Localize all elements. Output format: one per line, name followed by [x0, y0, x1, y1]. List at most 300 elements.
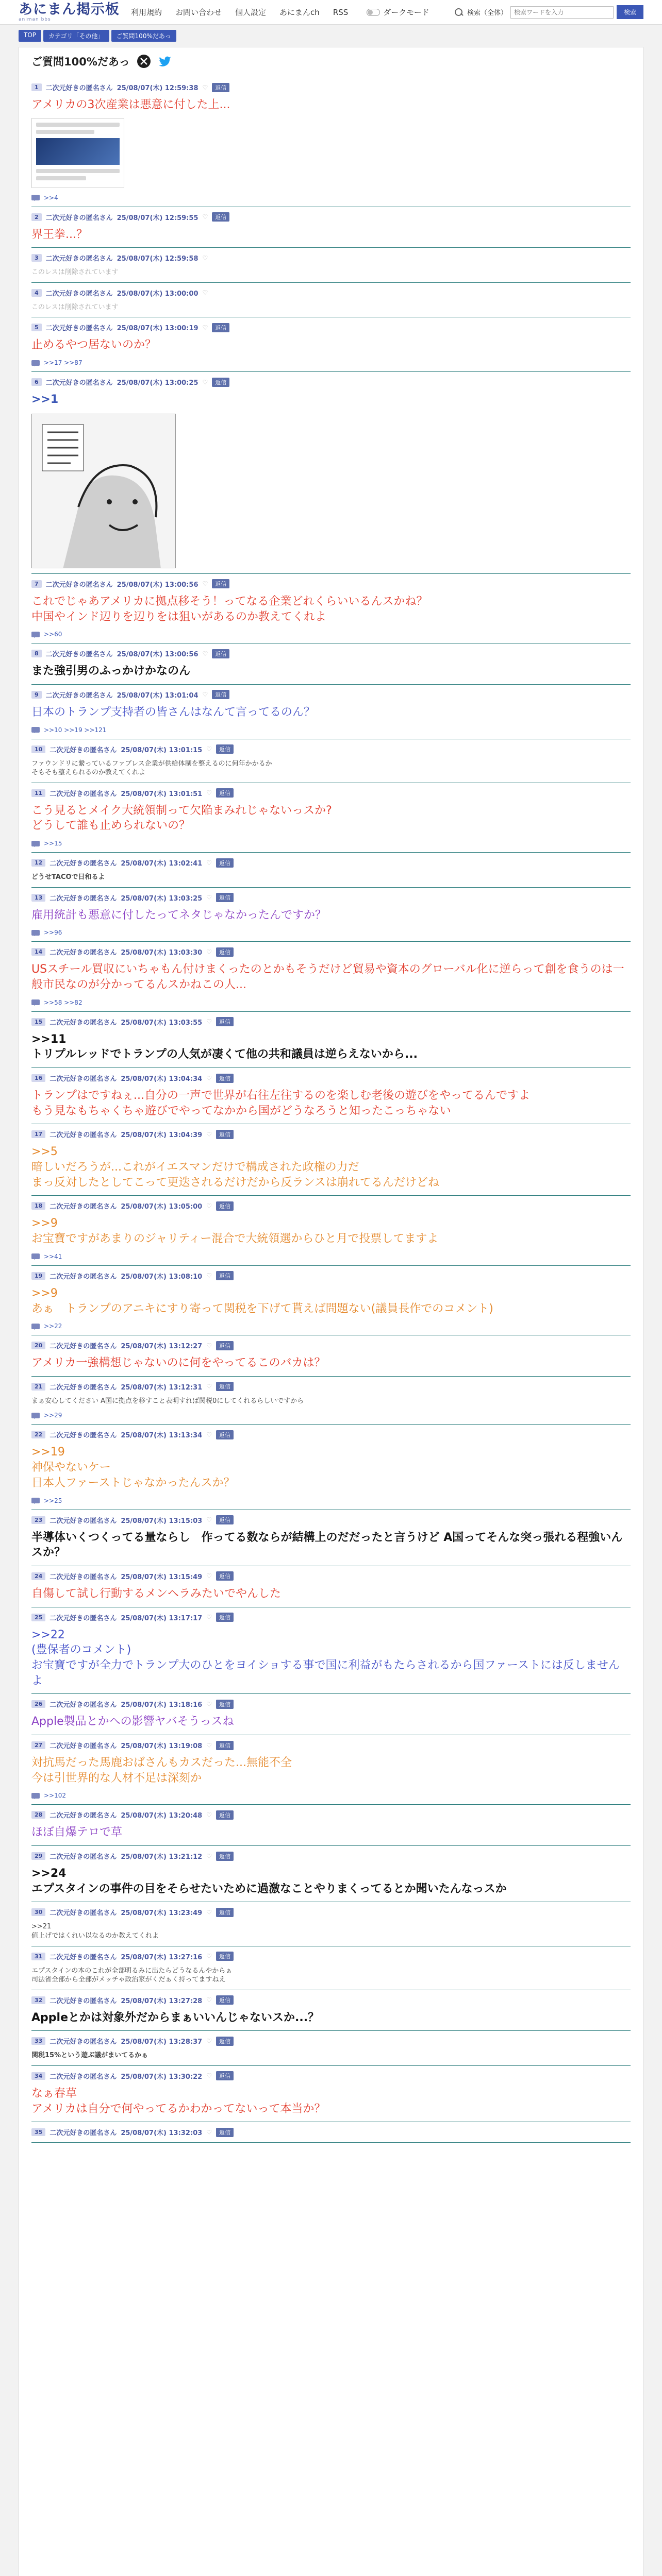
- reply-links[interactable]: >>60: [44, 631, 62, 638]
- nav-settings[interactable]: 個人設定: [235, 8, 267, 17]
- reply-button[interactable]: 返信: [216, 2037, 234, 2046]
- thread-title-row: [31, 54, 631, 69]
- speech-bubble-icon: [31, 1793, 40, 1799]
- post-number[interactable]: 10: [31, 745, 45, 753]
- nav-terms[interactable]: 利用規約: [131, 8, 162, 17]
- post-date: 25/08/07(木) 13:00:00: [117, 290, 198, 298]
- reply-button[interactable]: 返信: [216, 1741, 234, 1750]
- reply-button[interactable]: 返信: [216, 788, 234, 798]
- post-date: 25/08/07(木) 13:21:12: [121, 1853, 203, 1861]
- post-date: 25/08/07(木) 13:00:56: [117, 581, 198, 589]
- post-number[interactable]: 20: [31, 1342, 45, 1349]
- post-number[interactable]: 25: [31, 1614, 45, 1621]
- heart-icon[interactable]: ♡: [202, 213, 208, 221]
- post-header: [31, 253, 631, 263]
- post-author: 二次元好きの匿名さん: [45, 84, 113, 92]
- post-body: 自傷して試し行動するメンヘラみたいでやんした: [31, 1587, 282, 1600]
- post-replies[interactable]: [31, 726, 631, 734]
- post-replies[interactable]: [31, 1792, 631, 1799]
- reply-button[interactable]: 返信: [216, 2128, 234, 2137]
- post-date: 25/08/07(木) 13:18:16: [121, 1701, 203, 1709]
- post-number[interactable]: 5: [31, 324, 42, 331]
- post-number[interactable]: 15: [31, 1018, 45, 1026]
- post-number[interactable]: 30: [31, 1908, 45, 1916]
- heart-icon[interactable]: ♡: [206, 745, 212, 753]
- post-number[interactable]: 9: [31, 691, 42, 699]
- post: [31, 248, 631, 283]
- post-date: 25/08/07(木) 13:00:56: [117, 651, 198, 659]
- reply-button[interactable]: 返信: [212, 579, 229, 588]
- post-author: 二次元好きの匿名さん: [45, 325, 113, 333]
- post-number[interactable]: 29: [31, 1852, 45, 1860]
- post-number[interactable]: 19: [31, 1272, 45, 1280]
- post-author: 二次元好きの匿名さん: [49, 1432, 117, 1440]
- post-body: このレスは削除されています: [31, 303, 119, 311]
- reply-button[interactable]: 返信: [216, 1515, 234, 1524]
- toggle-switch-icon[interactable]: [367, 9, 380, 16]
- reply-links[interactable]: >>15: [44, 840, 62, 848]
- heart-icon[interactable]: ♡: [206, 1074, 212, 1082]
- post: [31, 783, 631, 853]
- post-body: 対抗馬だった馬鹿おばさんもカスだった...無能不全 今は引世界的な人材不足は深刻か: [31, 1756, 292, 1785]
- speech-bubble-icon: [31, 195, 40, 200]
- reply-button[interactable]: 返信: [216, 744, 234, 754]
- heart-icon[interactable]: ♡: [206, 1342, 212, 1349]
- heart-icon[interactable]: ♡: [206, 1700, 212, 1708]
- reply-links[interactable]: >>58 >>82: [44, 998, 82, 1006]
- post-header: [31, 649, 631, 658]
- reply-button[interactable]: 返信: [212, 690, 229, 699]
- post-body: ファウンドリに繋っているファブレス企業が供給体制を整えるのに何年かかるか そもそも整えられるのか教えてくれよ: [31, 759, 272, 777]
- post-date: 25/08/07(木) 13:03:55: [121, 1019, 203, 1027]
- heart-icon[interactable]: ♡: [206, 1953, 212, 1960]
- post-body: トランプはですねぇ...自分の一声で世界が右往左往するのを楽しむ老後の遊びをやってるんですよ もう見なもちゃくちゃ遊びでやってなかから国がどうなろうと知ったこっちゃない: [31, 1089, 530, 1117]
- post-replies[interactable]: [31, 359, 631, 366]
- post-author: 二次元好きの匿名さん: [49, 1075, 117, 1083]
- post-body: まぁ安心してください A国に拠点を移すこと表明すれば関税0にしてくれるらしいですから: [31, 1397, 304, 1405]
- reply-button[interactable]: 返信: [212, 323, 229, 332]
- post: [31, 283, 631, 318]
- heart-icon[interactable]: ♡: [202, 691, 208, 699]
- post-header: [31, 947, 631, 957]
- post-header: [31, 1017, 631, 1027]
- post-date: 25/08/07(木) 13:17:17: [121, 1614, 203, 1622]
- post-header: [31, 1430, 631, 1439]
- post-replies[interactable]: [31, 1323, 631, 1330]
- post-number[interactable]: 24: [31, 1572, 45, 1580]
- top-nav: [131, 7, 429, 18]
- post-header: [31, 1740, 631, 1750]
- reply-links[interactable]: >>41: [44, 1252, 62, 1260]
- dark-mode-toggle[interactable]: [367, 7, 429, 18]
- heart-icon[interactable]: ♡: [206, 859, 212, 867]
- post-author: 二次元好きの匿名さん: [49, 1614, 117, 1622]
- post: [31, 207, 631, 248]
- post-header: [31, 212, 631, 222]
- post-number[interactable]: 22: [31, 1431, 45, 1438]
- breadcrumb-thread[interactable]: ご質問100%だあっ: [111, 30, 176, 42]
- post-author: 二次元好きの匿名さん: [45, 290, 113, 298]
- heart-icon[interactable]: ♡: [206, 2037, 212, 2045]
- post: [31, 1846, 631, 1902]
- logo-subtext: animan bbs: [19, 16, 51, 22]
- post-replies[interactable]: [31, 1253, 631, 1260]
- post-date: 25/08/07(木) 12:59:38: [117, 84, 198, 92]
- post-header: [31, 2127, 631, 2137]
- post: [31, 1946, 631, 1990]
- reply-button[interactable]: 返信: [216, 1613, 234, 1622]
- post-header: [31, 288, 631, 298]
- post-author: 二次元好きの匿名さん: [45, 651, 113, 659]
- post-body: どうせTACOで日和るよ: [31, 873, 105, 882]
- post-date: 25/08/07(木) 13:20:48: [121, 1812, 203, 1820]
- post-author: 二次元好きの匿名さん: [49, 949, 117, 957]
- speech-bubble-icon: [31, 930, 40, 936]
- post-body: >>22 (豊保者のコメント) お宝寶ですが全力でトランプ大のひとをヨイショする事で国に利益がもたらされるから国ファーストには反しませんよ: [31, 1628, 620, 1687]
- post: [31, 1196, 631, 1265]
- reply-links[interactable]: >>25: [44, 1497, 62, 1504]
- reply-button[interactable]: 返信: [216, 893, 234, 902]
- post-date: 25/08/07(木) 13:30:22: [121, 2073, 203, 2081]
- reply-button[interactable]: 返信: [212, 378, 229, 387]
- post-author: 二次元好きの匿名さん: [49, 1019, 117, 1027]
- search-button[interactable]: 検索: [617, 5, 643, 19]
- post-date: 25/08/07(木) 13:32:03: [121, 2129, 203, 2138]
- post-body: >>11 トリプルレッドでトランプの人気が凄くて他の共和議員は逆らえないから...: [31, 1032, 418, 1061]
- post-header: [31, 744, 631, 754]
- post: [31, 1510, 631, 1566]
- reply-button[interactable]: 返信: [216, 1382, 234, 1391]
- reply-links[interactable]: >>96: [44, 929, 62, 937]
- share-x-icon[interactable]: [136, 54, 152, 69]
- post-number[interactable]: 11: [31, 789, 45, 797]
- reply-button[interactable]: 返信: [216, 2071, 234, 2080]
- post-author: 二次元好きの匿名さん: [49, 2038, 117, 2046]
- post-header: [31, 788, 631, 798]
- post: [31, 739, 631, 783]
- post-number[interactable]: 33: [31, 2037, 45, 2045]
- post-number[interactable]: 18: [31, 1202, 45, 1210]
- share-twitter-bird-icon[interactable]: [158, 54, 173, 69]
- post-header: [31, 1613, 631, 1622]
- post-author: 二次元好きの匿名さん: [49, 1701, 117, 1709]
- site-logo[interactable]: [19, 3, 120, 22]
- post-body: >>9 あぁ トランプのアニキにすり寄って関税を下げて貰えば問題ない(議員長作でのコメント): [31, 1286, 493, 1315]
- post-replies[interactable]: [31, 1497, 631, 1504]
- post-body: 関税15%という遊ぶ議がまいてるかぁ: [31, 2052, 148, 2060]
- reply-button[interactable]: 返信: [216, 1430, 234, 1439]
- post-body: なぁ春草 アメリカは自分で何やってるかわかってないって本当か？: [31, 2087, 326, 2115]
- post-date: 25/08/07(木) 13:01:04: [117, 691, 198, 700]
- heart-icon[interactable]: ♡: [202, 580, 208, 588]
- manga-panel-image[interactable]: [31, 414, 176, 568]
- post-date: 25/08/07(木) 13:15:49: [121, 1573, 203, 1581]
- post-author: 二次元好きの匿名さん: [49, 790, 117, 798]
- reply-links[interactable]: >>102: [44, 1792, 67, 1800]
- post: [31, 643, 631, 685]
- post: [31, 942, 631, 1011]
- reply-button[interactable]: 返信: [216, 1130, 234, 1139]
- post-author: 二次元好きの匿名さん: [49, 1573, 117, 1581]
- reply-button[interactable]: 返信: [216, 1852, 234, 1861]
- post-body: 止めるやつ居ないのか？: [31, 338, 157, 352]
- post-header: [31, 1851, 631, 1861]
- post-body: 日本のトランプ支持者の皆さんはなんて言ってるのん？: [31, 705, 316, 719]
- reply-button[interactable]: 返信: [216, 1995, 234, 2005]
- post-date: 25/08/07(木) 13:12:31: [121, 1383, 203, 1392]
- post-number[interactable]: 1: [31, 83, 42, 91]
- post-author: 二次元好きの匿名さん: [49, 1812, 117, 1820]
- post-header: [31, 1699, 631, 1709]
- search-icon: [454, 7, 464, 18]
- post: [31, 2066, 631, 2122]
- heart-icon[interactable]: ♡: [206, 948, 212, 956]
- speech-bubble-icon: [31, 1413, 40, 1418]
- post-replies[interactable]: [31, 840, 631, 847]
- post-author: 二次元好きの匿名さん: [45, 214, 113, 222]
- post-body: 雇用統計も悪意に付したってネタじゃなかったんですか？: [31, 908, 327, 922]
- breadcrumb-top[interactable]: TOP: [19, 30, 41, 42]
- post-number[interactable]: 8: [31, 650, 42, 657]
- post-number[interactable]: 34: [31, 2072, 45, 2080]
- post-date: 25/08/07(木) 13:27:28: [121, 1997, 203, 2005]
- post: [31, 1377, 631, 1425]
- post: [31, 372, 631, 574]
- post: [31, 1266, 631, 1335]
- reply-links[interactable]: >>17 >>87: [44, 359, 82, 367]
- post-header: [31, 690, 631, 700]
- heart-icon[interactable]: ♡: [206, 1130, 212, 1138]
- heart-icon[interactable]: ♡: [206, 789, 212, 797]
- heart-icon[interactable]: ♡: [206, 1811, 212, 1819]
- reply-button[interactable]: 返信: [216, 858, 234, 868]
- speech-bubble-icon: [31, 841, 40, 846]
- heart-icon[interactable]: ♡: [206, 1202, 212, 1210]
- reply-links[interactable]: >>29: [44, 1412, 62, 1419]
- reply-button[interactable]: 返信: [216, 947, 234, 957]
- post-number[interactable]: 23: [31, 1516, 45, 1524]
- heart-icon[interactable]: ♡: [206, 1383, 212, 1391]
- heart-icon[interactable]: ♡: [206, 1431, 212, 1438]
- post-date: 25/08/07(木) 13:01:15: [121, 746, 203, 754]
- post-date: 25/08/07(木) 13:05:00: [121, 1203, 203, 1211]
- post: [31, 574, 631, 643]
- dark-mode-label: ダークモード: [383, 8, 429, 17]
- post-header: [31, 1995, 631, 2005]
- post-body: USスチール買収にいちゃもん付けまくったのとかもそうだけど貿易や資本のグローバル化に逆らって創を食うのは一般市民なのが分かってるんスかねこの人...: [31, 963, 624, 991]
- post-body: アメリカ一強構想じゃないのに何をやってるこのバカは？: [31, 1357, 326, 1370]
- heart-icon[interactable]: ♡: [206, 2128, 212, 2136]
- heart-icon[interactable]: ♡: [202, 254, 208, 262]
- post: [31, 1068, 631, 1124]
- post-body: >>5 暗しいだろうが...これがイエスマンだけで構成された政権の力だ まっ反対したとしてこって更迭されるだけだから反ランスは崩れてるんだけどね: [31, 1145, 439, 1189]
- embed-text-line: [36, 169, 120, 173]
- post: [31, 1566, 631, 1607]
- reply-button[interactable]: 返信: [216, 1908, 234, 1917]
- post-replies[interactable]: [31, 1412, 631, 1419]
- reply-button[interactable]: 返信: [216, 1201, 234, 1211]
- post-author: 二次元好きの匿名さん: [49, 894, 117, 903]
- top-bar: [0, 0, 662, 25]
- post-number[interactable]: 16: [31, 1074, 45, 1082]
- post-number[interactable]: 21: [31, 1383, 45, 1391]
- post-header: [31, 893, 631, 903]
- search-input[interactable]: [510, 6, 614, 19]
- post-date: 25/08/07(木) 13:00:25: [117, 379, 198, 387]
- post-author: 二次元好きの匿名さん: [49, 1953, 117, 1961]
- post: [31, 1425, 631, 1510]
- reply-button[interactable]: 返信: [212, 649, 229, 658]
- heart-icon[interactable]: ♡: [206, 1852, 212, 1860]
- heart-icon[interactable]: ♡: [206, 1614, 212, 1621]
- post-author: 二次元好きの匿名さん: [49, 1517, 117, 1525]
- post-author: 二次元好きの匿名さん: [45, 581, 113, 589]
- breadcrumb-category[interactable]: カテゴリ「その他」: [43, 30, 109, 42]
- logo-text: あにまん掲示板: [19, 1, 120, 18]
- post-header: [31, 579, 631, 589]
- post: [31, 1805, 631, 1846]
- post: [31, 1607, 631, 1694]
- post-author: 二次元好きの匿名さん: [49, 1997, 117, 2005]
- heart-icon[interactable]: ♡: [206, 894, 212, 902]
- reply-button[interactable]: 返信: [216, 1810, 234, 1820]
- search-scope-select[interactable]: 検索（全体）: [467, 9, 507, 17]
- post-number[interactable]: 27: [31, 1741, 45, 1749]
- reply-button[interactable]: 返信: [216, 1341, 234, 1350]
- heart-icon[interactable]: ♡: [206, 1996, 212, 2004]
- nav-rss[interactable]: RSS: [333, 7, 349, 17]
- post: [31, 2031, 631, 2066]
- reply-button[interactable]: 返信: [216, 1571, 234, 1581]
- heart-icon[interactable]: ♡: [206, 1516, 212, 1524]
- post-number[interactable]: 7: [31, 580, 42, 588]
- heart-icon[interactable]: ♡: [202, 650, 208, 657]
- post-number[interactable]: 4: [31, 289, 42, 297]
- reply-button[interactable]: 返信: [216, 1017, 234, 1026]
- post-body: >>1: [31, 393, 59, 406]
- post-body: こう見るとメイク大統領制って欠陥まみれじゃないっスか? どうして誰も止められないの？: [31, 804, 332, 833]
- post-author: 二次元好きの匿名さん: [49, 1203, 117, 1211]
- speech-bubble-icon: [31, 632, 40, 637]
- heart-icon[interactable]: ♡: [206, 1572, 212, 1580]
- post-author: 二次元好きの匿名さん: [49, 1383, 117, 1392]
- reply-button[interactable]: 返信: [212, 212, 229, 222]
- post-body: ほぼ自爆テロで草: [31, 1826, 123, 1839]
- post-number[interactable]: 3: [31, 254, 42, 262]
- reply-links[interactable]: >>22: [44, 1323, 62, 1330]
- breadcrumb: [0, 25, 662, 42]
- post-replies[interactable]: [31, 999, 631, 1006]
- post-number[interactable]: 6: [31, 378, 42, 386]
- reply-links[interactable]: >>4: [44, 194, 58, 201]
- heart-icon[interactable]: ♡: [206, 1741, 212, 1749]
- post: [31, 1124, 631, 1196]
- nav-contact[interactable]: お問い合わせ: [175, 8, 222, 17]
- post-replies[interactable]: [31, 194, 631, 201]
- post-header: [31, 1129, 631, 1139]
- heart-icon[interactable]: ♡: [206, 1908, 212, 1916]
- heart-icon[interactable]: ♡: [206, 1272, 212, 1280]
- post-header: [31, 1515, 631, 1525]
- heart-icon[interactable]: ♡: [202, 83, 208, 91]
- heart-icon[interactable]: ♡: [206, 1018, 212, 1026]
- post-body: Appleとかは対象外だからまぁいいんじゃないスか...？: [31, 2011, 320, 2024]
- post-date: 25/08/07(木) 13:27:16: [121, 1953, 203, 1961]
- embedded-post-card[interactable]: [31, 118, 124, 188]
- post-header: [31, 1271, 631, 1281]
- post-number[interactable]: 2: [31, 213, 42, 221]
- post-replies[interactable]: [31, 631, 631, 638]
- post-number[interactable]: 31: [31, 1953, 45, 1960]
- post-number[interactable]: 14: [31, 948, 45, 956]
- post-body: 界王拳...？: [31, 228, 88, 241]
- post-body: 半導体いくつくってる量ならし 作ってる数ならが結構上のだだったと言うけど A国ってそんな突っ張れる程強いんスか？: [31, 1531, 623, 1560]
- post-header: [31, 1382, 631, 1392]
- post-date: 25/08/07(木) 13:00:19: [117, 325, 198, 333]
- post-date: 25/08/07(木) 13:03:30: [121, 949, 203, 957]
- reply-button[interactable]: 返信: [216, 1074, 234, 1083]
- reply-button[interactable]: 返信: [216, 1271, 234, 1280]
- post-header: [31, 1810, 631, 1820]
- post: [31, 853, 631, 888]
- post-number[interactable]: 12: [31, 859, 45, 867]
- post-header: [31, 1571, 631, 1581]
- post-date: 25/08/07(木) 13:01:51: [121, 790, 203, 798]
- post-number[interactable]: 17: [31, 1130, 45, 1138]
- speech-bubble-icon: [31, 727, 40, 733]
- post-number[interactable]: 28: [31, 1811, 45, 1819]
- post-date: 25/08/07(木) 13:12:27: [121, 1343, 203, 1351]
- heart-icon[interactable]: ♡: [202, 324, 208, 331]
- post-body: >>9 お宝寶ですがあまりのジャリティー混合で大統領選からひと月で投票してますよ: [31, 1217, 439, 1246]
- speech-bubble-icon: [31, 1253, 40, 1259]
- reply-button[interactable]: 返信: [216, 1952, 234, 1961]
- embed-text-line: [36, 123, 120, 127]
- post-author: 二次元好きの匿名さん: [49, 746, 117, 754]
- post-date: 25/08/07(木) 13:13:34: [121, 1432, 203, 1440]
- post-header: [31, 858, 631, 868]
- heart-icon[interactable]: ♡: [202, 378, 208, 386]
- heart-icon[interactable]: ♡: [202, 289, 208, 297]
- post-body: >>24 エプスタインの事件の目をそらせたいために過激なことやりまくってるとか聞いたんなっスか: [31, 1867, 507, 1895]
- post-author: 二次元好きの匿名さん: [45, 691, 113, 700]
- post-number[interactable]: 32: [31, 1996, 45, 2004]
- post-number[interactable]: 26: [31, 1700, 45, 1708]
- reply-links[interactable]: >>10 >>19 >>121: [44, 726, 107, 734]
- manga-illustration: [32, 414, 176, 568]
- search-area: [454, 5, 643, 19]
- post-author: 二次元好きの匿名さん: [49, 1742, 117, 1751]
- speech-bubble-icon: [31, 1498, 40, 1503]
- post-header: [31, 1952, 631, 1961]
- post-body: また強引男のふっかけかなのん: [31, 665, 191, 678]
- embed-text-line: [36, 130, 94, 134]
- post-author: 二次元好きの匿名さん: [49, 860, 117, 868]
- post-header: [31, 1907, 631, 1917]
- post-header: [31, 1341, 631, 1350]
- post-author: 二次元好きの匿名さん: [49, 1909, 117, 1918]
- reply-button[interactable]: 返信: [216, 1700, 234, 1709]
- nav-animanch[interactable]: あにまんch: [279, 8, 320, 17]
- post-number[interactable]: 13: [31, 894, 45, 902]
- post-body: これでじゃあアメリカに拠点移そう！ってなる企業どれくらいいるんスかね？ 中国やインド辺りを辺りをは狙いがあるのか教えてくれよ: [31, 595, 428, 623]
- heart-icon[interactable]: ♡: [206, 2072, 212, 2080]
- post-replies[interactable]: [31, 929, 631, 936]
- post-date: 25/08/07(木) 13:08:10: [121, 1273, 203, 1281]
- post-body: >>19 神保やないケー 日本人ファーストじゃなかったんスか？: [31, 1446, 235, 1489]
- post-number[interactable]: 35: [31, 2128, 45, 2136]
- reply-button[interactable]: 返信: [212, 83, 229, 92]
